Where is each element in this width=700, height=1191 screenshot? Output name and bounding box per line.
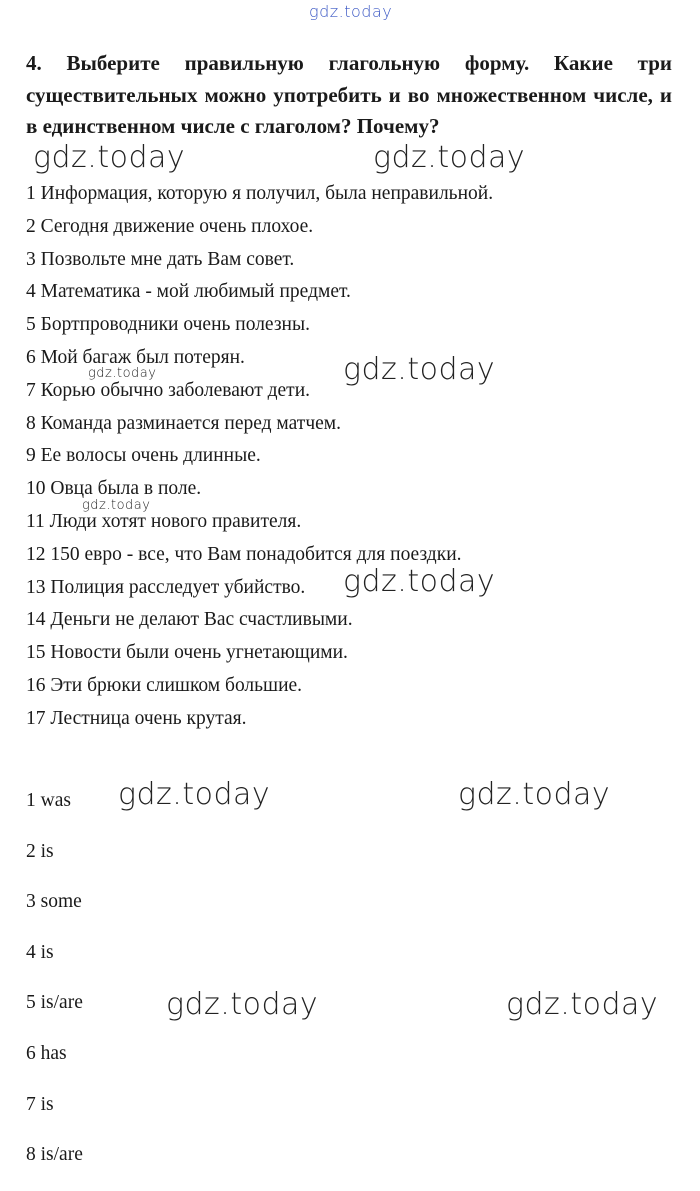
watermark: gdz.today xyxy=(458,777,611,812)
watermark-top: gdz.today xyxy=(309,2,393,21)
sentence-item: 1 Информация, которую я получил, была неправильной. xyxy=(26,183,494,204)
sentence-item: 3 Позвольте мне дать Вам совет. xyxy=(26,248,295,270)
watermark: gdz.today xyxy=(33,140,186,175)
sentence-item: 2 Сегодня движение очень плохое. xyxy=(26,215,314,237)
sentence-item: 11 Люди хотят нового правителя. xyxy=(26,510,302,532)
watermark: gdz.today xyxy=(506,987,659,1022)
sentence-item: 12 150 евро - все, что Вам понадобится для поездки. xyxy=(26,543,462,565)
answer-item: 3 some xyxy=(26,891,82,913)
answer-item: 6 has xyxy=(26,1042,67,1064)
watermark: gdz.today xyxy=(88,366,157,381)
sentence-item: 9 Ее волосы очень длинные. xyxy=(26,445,261,467)
answer-item: 4 is xyxy=(26,941,54,963)
task-heading: 4. Выберите правильную глагольную форму. Какие три существительных можно употребить и во множественном числе, и в единственном числе с глаголом? Почему? xyxy=(26,51,672,138)
sentence-item: 14 Деньги не делают Вас счастливыми. xyxy=(26,609,353,631)
watermark: gdz.today xyxy=(373,140,526,175)
sentence-item: 10 Овца была в поле. xyxy=(26,478,202,500)
sentence-item: 17 Лестница очень крутая. xyxy=(26,707,247,729)
sentence-item: 7 Корью обычно заболевают дети. xyxy=(26,379,311,401)
sentence-item: 16 Эти брюки слишком большие. xyxy=(26,674,303,696)
answer-item: 7 is xyxy=(26,1093,54,1115)
sentence-item: 4 Математика - мой любимый предмет. xyxy=(26,281,351,303)
watermark: gdz.today xyxy=(166,987,319,1022)
sentence-item: 6 Мой багаж был потерян. xyxy=(26,346,245,368)
answer-item: 5 is/are xyxy=(26,992,83,1014)
answer-list xyxy=(26,786,83,1191)
answer-item: 1 was xyxy=(26,790,71,811)
watermark: gdz.today xyxy=(82,498,151,513)
watermark: gdz.today xyxy=(343,352,496,387)
sentence-list xyxy=(26,178,496,736)
sentence-item: 5 Бортпроводники очень полезны. xyxy=(26,314,310,336)
answer-item: 8 is/are xyxy=(26,1144,83,1166)
sentence-item: 8 Команда разминается перед матчем. xyxy=(26,412,341,434)
sentence-item: 15 Новости были очень угнетающими. xyxy=(26,642,348,664)
watermark: gdz.today xyxy=(118,777,271,812)
watermark: gdz.today xyxy=(343,564,496,599)
sentence-item: 13 Полиция расследует убийство. xyxy=(26,576,306,598)
answer-item: 2 is xyxy=(26,840,54,862)
